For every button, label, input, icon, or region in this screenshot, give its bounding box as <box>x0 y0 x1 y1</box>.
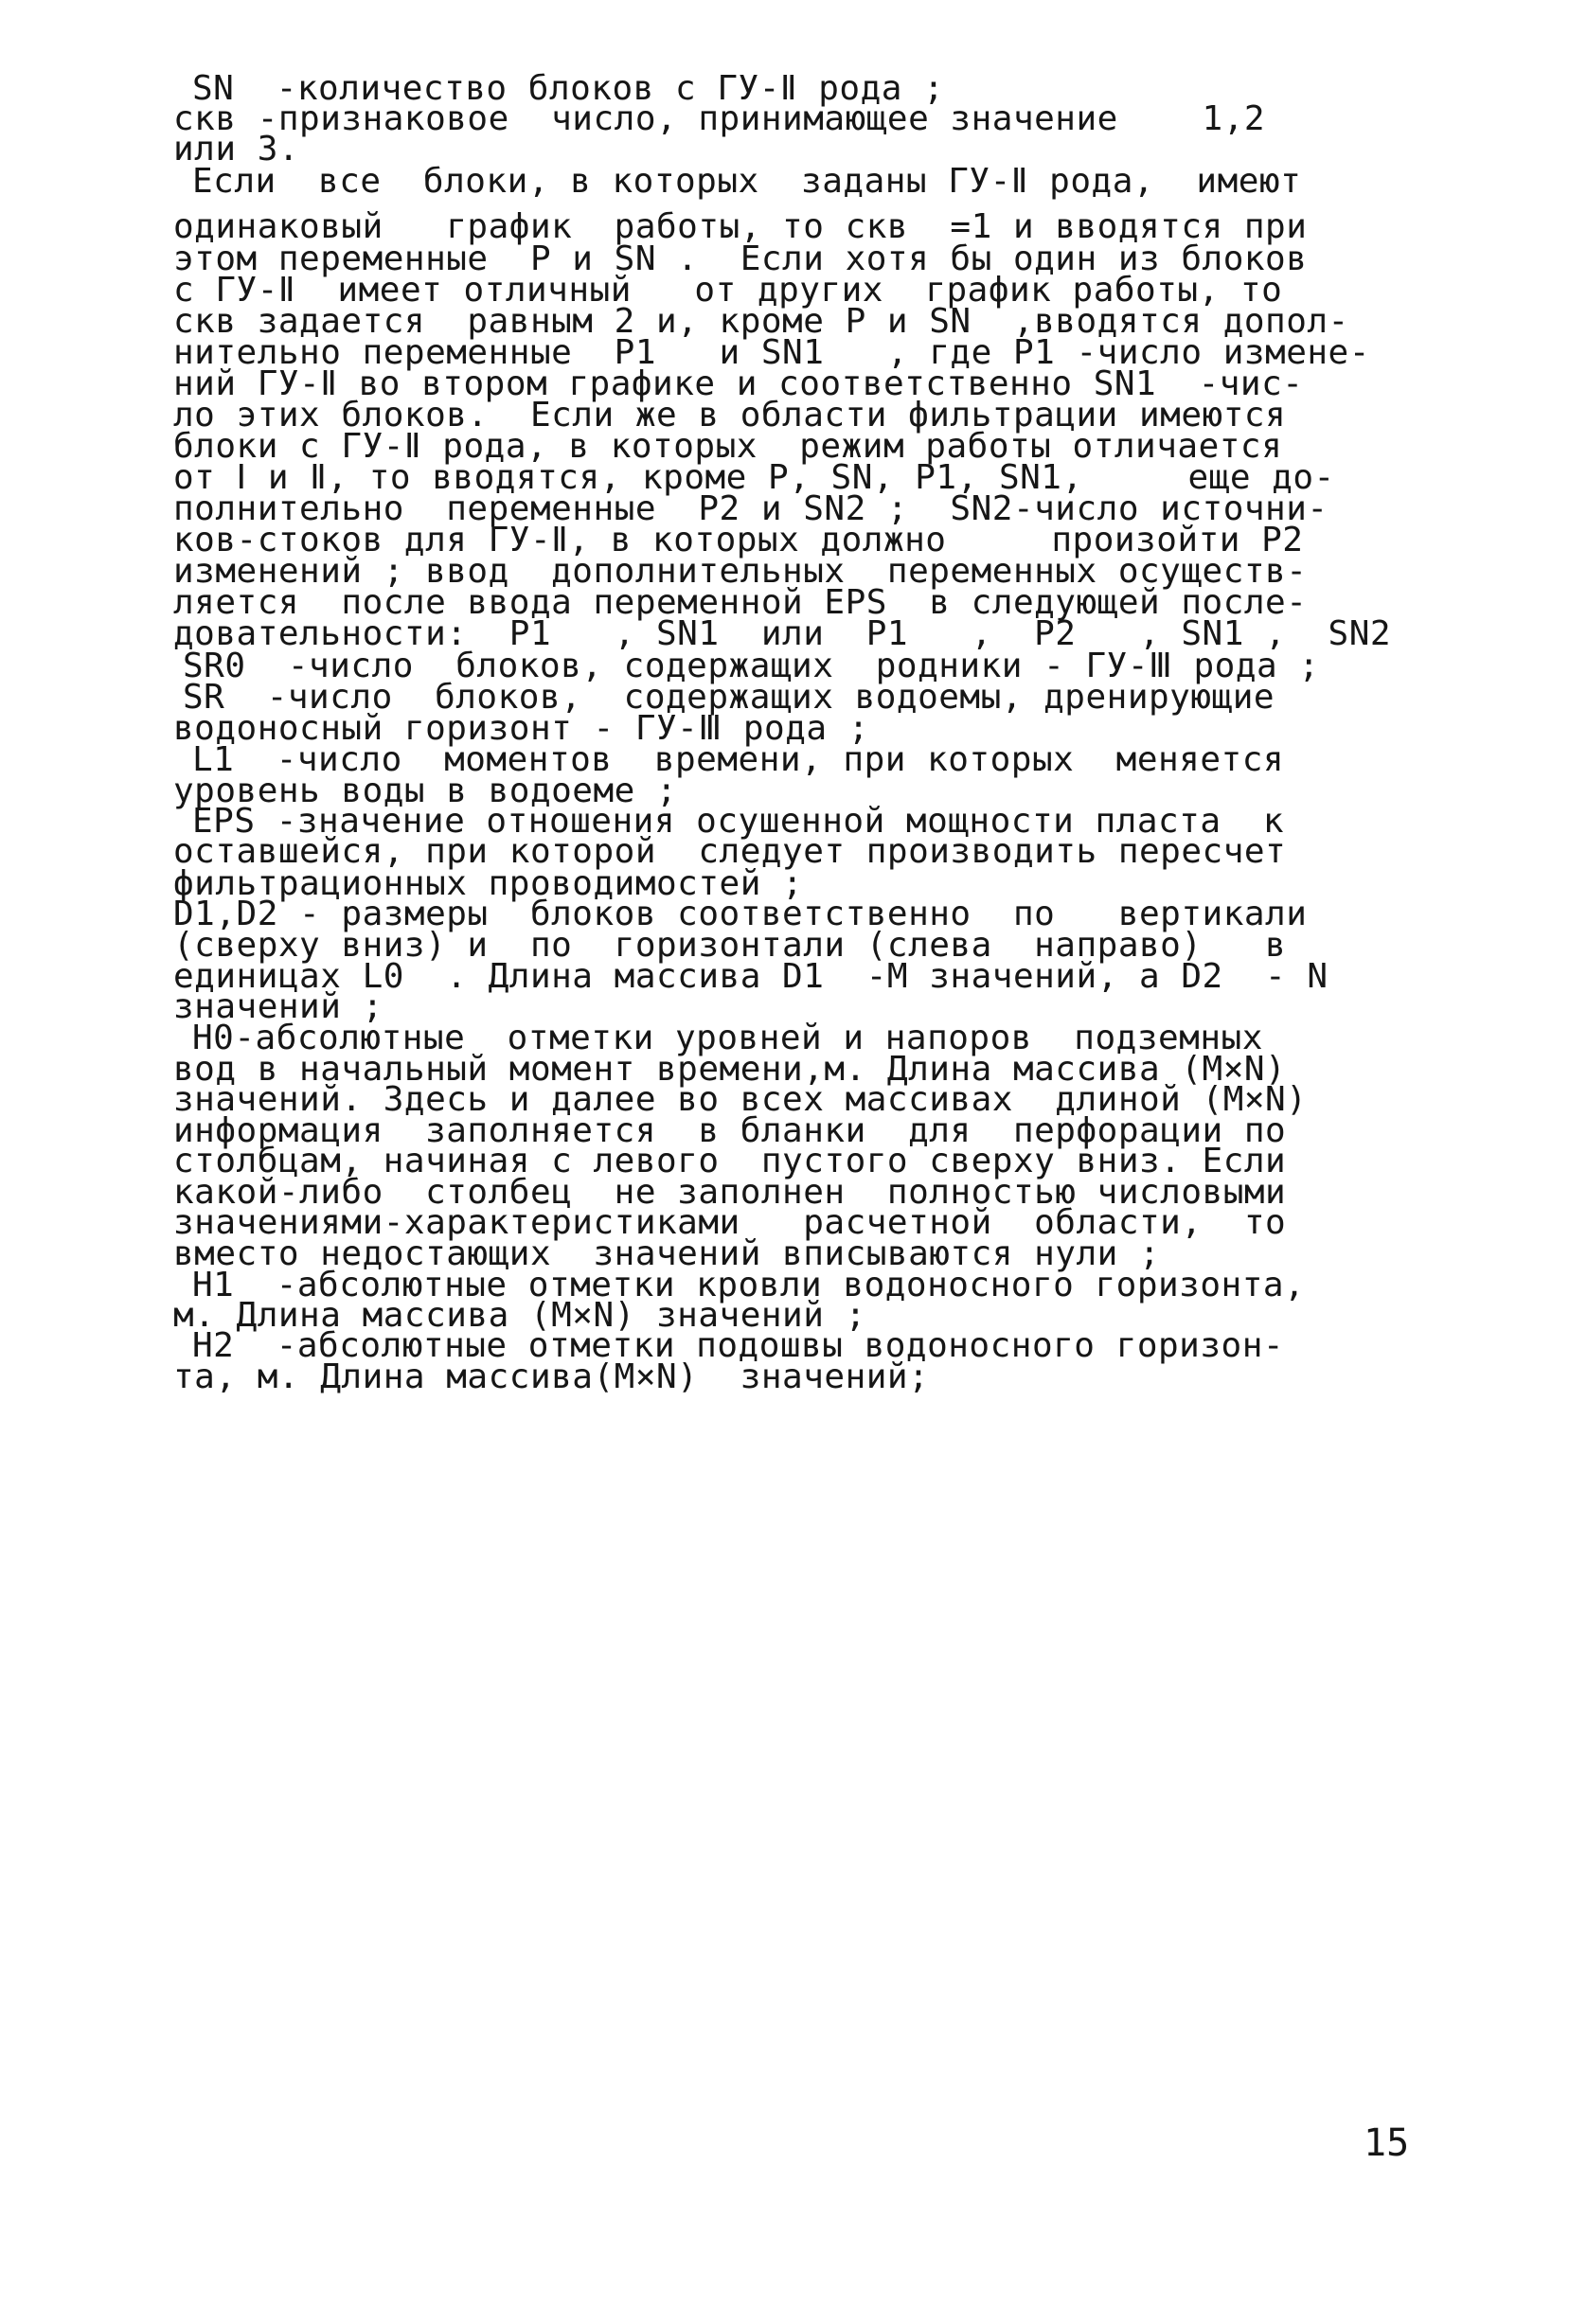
def-skv-line-1: скв -признаковое число, принимающее значение 1,2 <box>173 99 1266 138</box>
def-d1-d2-line-1: D1,D2 - размеры блоков соответственно по вертикали <box>173 895 1308 933</box>
def-sr-line-2: водоносный горизонт - ГУ-Ⅲ рода ; <box>173 709 869 748</box>
para-skv-line-14: ляется после ввода переменной EPS в следующей после- <box>173 583 1308 622</box>
def-h0-line-6: какой-либо столбец не заполнен полностью числовыми <box>173 1173 1287 1212</box>
def-l1-line-2: уровень воды в водоеме ; <box>173 772 678 810</box>
para-skv-line-3: этом переменные P и SN . Если хотя бы один из блоков <box>173 239 1308 278</box>
def-sn-line-1: SN -количество блоков с ГУ-Ⅱ рода ; <box>192 69 945 108</box>
def-d1-d2-line-2: (сверху вниз) и по горизонтали (слева направо) в <box>173 926 1287 965</box>
def-h1-line-1: H1 -абсолютные отметки кровли водоносного горизонта, <box>192 1266 1306 1304</box>
def-h0-line-3: значений. Здесь и далее во всех массивах длиной (M×N) <box>173 1080 1308 1119</box>
def-eps-line-3: фильтрационных проводимостей ; <box>173 864 804 903</box>
def-h2-line-2: та, м. Длина массива(M×N) значений; <box>173 1357 930 1396</box>
def-sr-line-1: SR -число блоков, содержащих водоемы, дренирующие <box>183 678 1275 717</box>
page-number: 15 <box>1364 2121 1410 2165</box>
para-skv-line-8: ло этих блоков. Если же в области фильтрации имеются <box>173 396 1287 435</box>
def-sr0-line-1: SR0 -число блоков, содержащих родники - ГУ-Ⅲ рода ; <box>183 647 1320 685</box>
para-skv-line-6: нительно переменные P1 и SN1 , где P1 -число измене- <box>173 333 1370 372</box>
para-skv-line-1: Если все блоки, в которых заданы ГУ-Ⅱ рода, имеют <box>192 162 1302 201</box>
def-h0-line-5: столбцам, начиная с левого пустого сверху вниз. Если <box>173 1142 1287 1180</box>
def-h0-line-2: вод в начальный момент времени,м. Длина массива (M×N) <box>173 1050 1287 1089</box>
def-l1-line-1: L1 -число моментов времени, при которых меняется <box>192 740 1285 779</box>
def-eps-line-1: EPS -значение отношения осушенной мощности пласта к <box>192 802 1285 841</box>
def-h0-line-1: H0-абсолютные отметки уровней и напоров подземных <box>192 1019 1263 1057</box>
def-h0-line-7: значениями-характеристиками расчетной области, то <box>173 1203 1287 1242</box>
def-d1-d2-line-3: единицах L0 . Длина массива D1 -M значений, а D2 - N <box>173 957 1328 996</box>
para-skv-line-9: блоки с ГУ-Ⅱ рода, в которых режим работы отличается <box>173 427 1283 466</box>
para-skv-line-12: ков-стоков для ГУ-Ⅱ, в которых должно произойти P2 <box>173 521 1304 559</box>
para-skv-line-10: от Ⅰ и Ⅱ, то вводятся, кроме P, SN, P1, SN1, еще до- <box>173 458 1335 497</box>
def-h0-line-4: информация заполняется в бланки для перфорации по <box>173 1111 1287 1150</box>
para-skv-line-11: полнительно переменные P2 и SN2 ; SN2-число источни- <box>173 489 1328 528</box>
def-h1-line-2: м. Длина массива (M×N) значений ; <box>173 1296 866 1335</box>
def-eps-line-2: оставшейся, при которой следует производить пересчет <box>173 832 1287 871</box>
para-skv-line-2: одинаковый график работы, то скв =1 и вводятся при <box>173 207 1308 246</box>
para-skv-line-7: ний ГУ-Ⅱ во втором графике и соответственно SN1 -чис- <box>173 364 1304 403</box>
def-h2-line-1: H2 -абсолютные отметки подошвы водоносного горизон- <box>192 1326 1285 1365</box>
para-skv-line-13: изменений ; ввод дополнительных переменных осуществ- <box>173 552 1308 591</box>
para-skv-line-15: довательности: P1 , SN1 или P1 , P2 , SN1 , SN2 <box>173 614 1392 653</box>
def-h0-line-8: вместо недостающих значений вписываются нули ; <box>173 1234 1161 1273</box>
def-d1-d2-line-4: значений ; <box>173 987 383 1026</box>
para-skv-line-5: скв задается равным 2 и, кроме P и SN ,вводятся допол- <box>173 302 1349 341</box>
def-skv-line-2: или 3. <box>173 130 300 169</box>
para-skv-line-4: с ГУ-Ⅱ имеет отличный от других график работы, то <box>173 271 1283 310</box>
